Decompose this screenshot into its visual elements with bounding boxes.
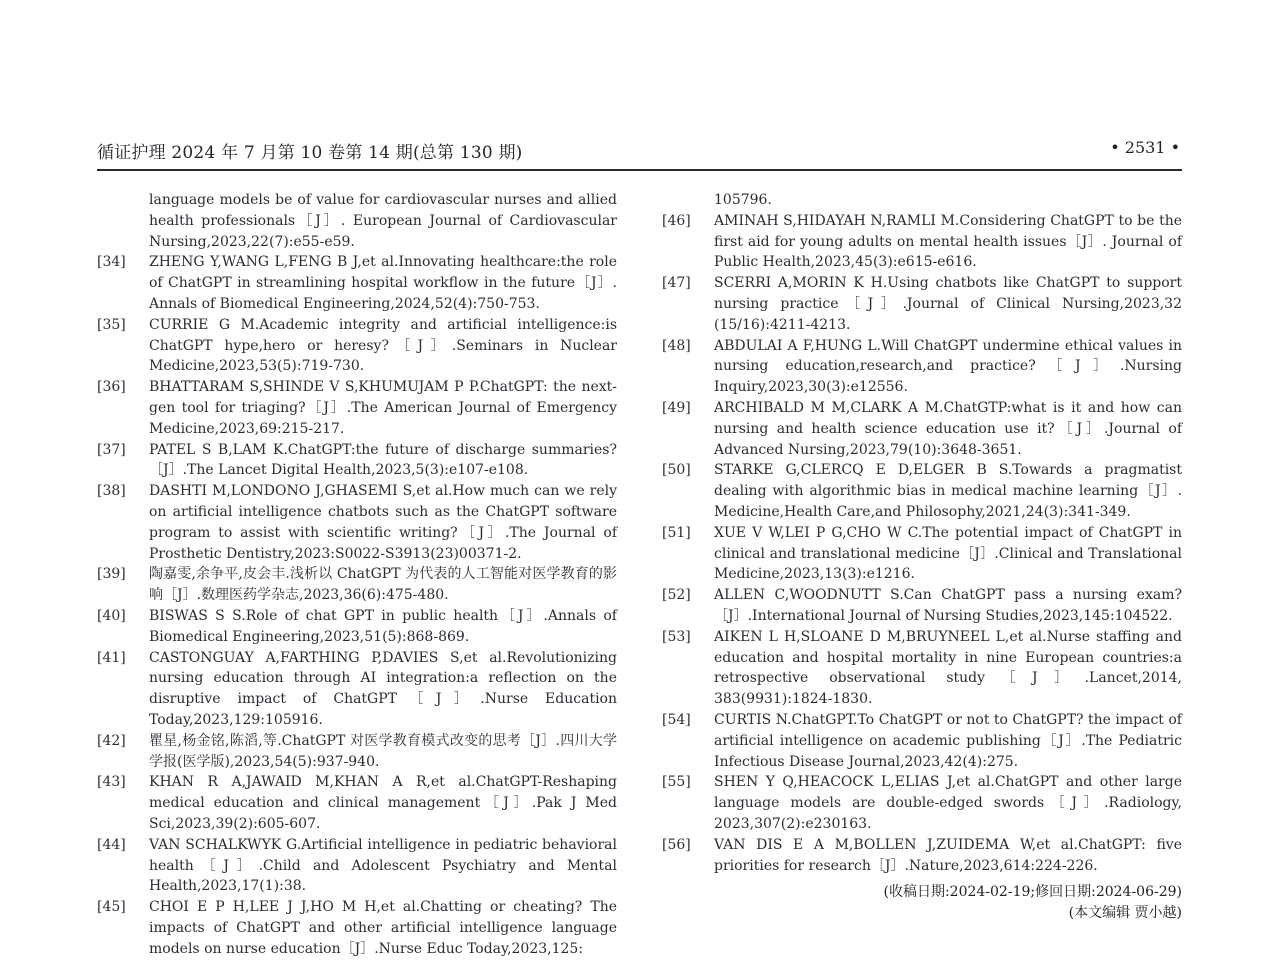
reference-text: SHEN Y Q,HEACOCK L,ELIAS J,et al.ChatGPT and other large language models are double-edged swords［J］.Radiology, 2023,307(2):e230163.	[714, 774, 1182, 832]
reference-number: [38]	[97, 483, 126, 500]
reference-number: [39]	[97, 566, 126, 583]
reference-text: 瞿星,杨金铭,陈滔,等.ChatGPT 对医学教育模式改变的思考［J］.四川大学学报(医学版),2023,54(5):937-940.	[149, 732, 617, 770]
reference-entry	[662, 211, 1182, 273]
received-revised-dates: (收稿日期:2024-02-19;修回日期:2024-06-29)	[883, 884, 1182, 900]
reference-entry	[97, 252, 617, 314]
reference-entry	[662, 190, 1182, 211]
reference-number: [45]	[97, 899, 126, 916]
reference-entry	[97, 772, 617, 834]
reference-number: [53]	[662, 628, 691, 645]
page-number: • 2531 •	[1110, 138, 1180, 157]
reference-entry	[97, 315, 617, 377]
reference-text: ZHENG Y,WANG L,FENG B J,et al.Innovating healthcare:the role of ChatGPT in streamlining hospital workflow in the future［J］. Annals of Biomedical Engineering,2024,52(4):750-753.	[149, 254, 617, 312]
reference-text: BHATTARAM S,SHINDE V S,KHUMUJAM P P.ChatGPT: the next-gen tool for triaging?［J］.The American Journal of Emergency Medicine,2023,69:215-217.	[149, 379, 617, 437]
reference-number: [52]	[662, 587, 691, 604]
reference-text: XUE V W,LEI P G,CHO W C.The potential impact of ChatGPT in clinical and translational medicine［J］.Clinical and Translational Medicine,2023,13(3):e1216.	[714, 524, 1182, 583]
reference-entry	[662, 336, 1182, 398]
reference-entry	[97, 897, 617, 959]
reference-number: [41]	[97, 649, 126, 666]
reference-text: STARKE G,CLERCQ E D,ELGER B S.Towards a pragmatist dealing with algorithmic bias in medical machine learning［J］. Medicine,Health Care,and Philosophy,2021,24(3):341-349.	[714, 462, 1182, 520]
reference-entry	[97, 648, 617, 731]
reference-number: [35]	[97, 316, 126, 333]
reference-number: [49]	[662, 399, 691, 416]
reference-text: CHOI E P H,LEE J J,HO M H,et al.Chatting or cheating? The impacts of ChatGPT and other artificial intelligence language models on nurse education［J］.Nurse Educ Today,2023,125:	[149, 899, 617, 957]
reference-text: KHAN R A,JAWAID M,KHAN A R,et al.ChatGPT-Reshaping medical education and clinical management［J］.Pak J Med Sci,2023,39(2):605-607.	[149, 774, 617, 832]
reference-number: [40]	[97, 607, 126, 624]
reference-number: [43]	[97, 774, 126, 791]
reference-number: [54]	[662, 711, 691, 728]
reference-entry	[662, 585, 1182, 627]
reference-number: [48]	[662, 337, 691, 354]
reference-text: CASTONGUAY A,FARTHING P,DAVIES S,et al.Revolutionizing nursing education through AI integration:a reflection on the disruptive impact of ChatGPT［J］.Nurse Education Today,2023,129:105916.	[149, 649, 617, 728]
references-right-column	[662, 190, 1182, 876]
reference-entry	[97, 564, 617, 606]
reference-entry	[97, 835, 617, 897]
reference-entry	[97, 731, 617, 773]
reference-text: AMINAH S,HIDAYAH N,RAMLI M.Considering ChatGPT to be the first aid for young adults on mental health issues［J］. Journal of Public Health,2023,45(3):e615-e616.	[714, 212, 1182, 271]
reference-number: [37]	[97, 441, 126, 458]
reference-text: BISWAS S S.Role of chat GPT in public health［J］.Annals of Biomedical Engineering,2023,51(5):868-869.	[149, 607, 617, 645]
reference-entry	[662, 772, 1182, 834]
reference-entry	[662, 835, 1182, 877]
reference-text: PATEL S B,LAM K.ChatGPT:the future of discharge summaries?［J］.The Lancet Digital Health,2023,5(3):e107-e108.	[149, 441, 617, 479]
reference-number: [46]	[662, 212, 691, 229]
reference-entry	[662, 710, 1182, 772]
reference-text: VAN DIS E A M,BOLLEN J,ZUIDEMA W,et al.ChatGPT: five priorities for research［J］.Nature,2023,614:224-226.	[714, 836, 1182, 874]
reference-text: AIKEN L H,SLOANE D M,BRUYNEEL L,et al.Nurse staffing and education and hospital mortality in nine European countries:a retrospective observational study［J］.Lancet,2014, 383(9931):1824-1830.	[714, 628, 1182, 708]
reference-text: ALLEN C,WOODNUTT S.Can ChatGPT pass a nursing exam?［J］.International Journal of Nursing Studies,2023,145:104522.	[714, 587, 1182, 624]
reference-entry	[97, 606, 617, 648]
reference-text: SCERRI A,MORIN K H.Using chatbots like ChatGPT to support nursing practice［J］.Journal of Clinical Nursing,2023,32 (15/16):4211-4213.	[714, 275, 1182, 333]
reference-entry	[662, 460, 1182, 522]
reference-entry	[662, 273, 1182, 335]
reference-entry	[662, 523, 1182, 585]
reference-number: [47]	[662, 275, 691, 292]
reference-number: [42]	[97, 732, 126, 749]
reference-entry	[662, 627, 1182, 710]
reference-entry	[97, 440, 617, 482]
reference-text: ARCHIBALD M M,CLARK A M.ChatGTP:what is it and how can nursing and health science education use it?［J］.Journal of Advanced Nursing,2023,79(10):3648-3651.	[714, 399, 1182, 458]
reference-number: [51]	[662, 524, 691, 541]
editor-note: (本文编辑 贾小越)	[1068, 905, 1182, 921]
reference-number: [34]	[97, 254, 126, 271]
reference-text: language models be of value for cardiovascular nurses and allied health professionals［J］. European Journal of Cardiovascular Nursing,2023,22(7):e55-e59.	[149, 192, 617, 250]
reference-number: [44]	[97, 836, 126, 853]
header-rule	[97, 169, 1182, 171]
reference-entry	[97, 481, 617, 564]
reference-text: 陶嘉雯,余争平,皮会丰.浅析以 ChatGPT 为代表的人工智能对医学教育的影响［J］.数理医药学杂志,2023,36(6):475-480.	[149, 566, 617, 604]
reference-number: [55]	[662, 774, 691, 791]
reference-number: [56]	[662, 836, 691, 853]
reference-text: DASHTI M,LONDONO J,GHASEMI S,et al.How much can we rely on artificial intelligence chatbots such as the ChatGPT software program to assist with scientific writing?［J］.The Journal of Prosthetic Dentistry,2023:S0022-S3913(23)00371-2.	[149, 483, 617, 562]
running-header	[97, 138, 1182, 162]
reference-number: [50]	[662, 462, 691, 479]
reference-text: ABDULAI A F,HUNG L.Will ChatGPT undermine ethical values in nursing education,research,and practice?［J］.Nursing Inquiry,2023,30(3):e12556.	[714, 337, 1182, 396]
reference-text: VAN SCHALKWYK G.Artificial intelligence in pediatric behavioral health［J］.Child and Adolescent Psychiatry and Mental Health,2023,17(1):38.	[149, 836, 617, 895]
reference-text: CURRIE G M.Academic integrity and artificial intelligence:is ChatGPT hype,hero or heresy?［J］.Seminars in Nuclear Medicine,2023,53(5):719-730.	[149, 316, 617, 375]
reference-entry	[97, 377, 617, 439]
reference-entry	[97, 190, 617, 252]
reference-text: CURTIS N.ChatGPT.To ChatGPT or not to ChatGPT? the impact of artificial intelligence on academic publishing［J］.The Pediatric Infectious Disease Journal,2023,42(4):275.	[714, 711, 1182, 770]
references-left-column	[97, 190, 617, 959]
reference-number: [36]	[97, 379, 126, 396]
reference-text: 105796.	[714, 192, 772, 208]
reference-entry	[662, 398, 1182, 460]
journal-issue-line: 循证护理 2024 年 7 月第 10 卷第 14 期(总第 130 期)	[97, 143, 523, 163]
